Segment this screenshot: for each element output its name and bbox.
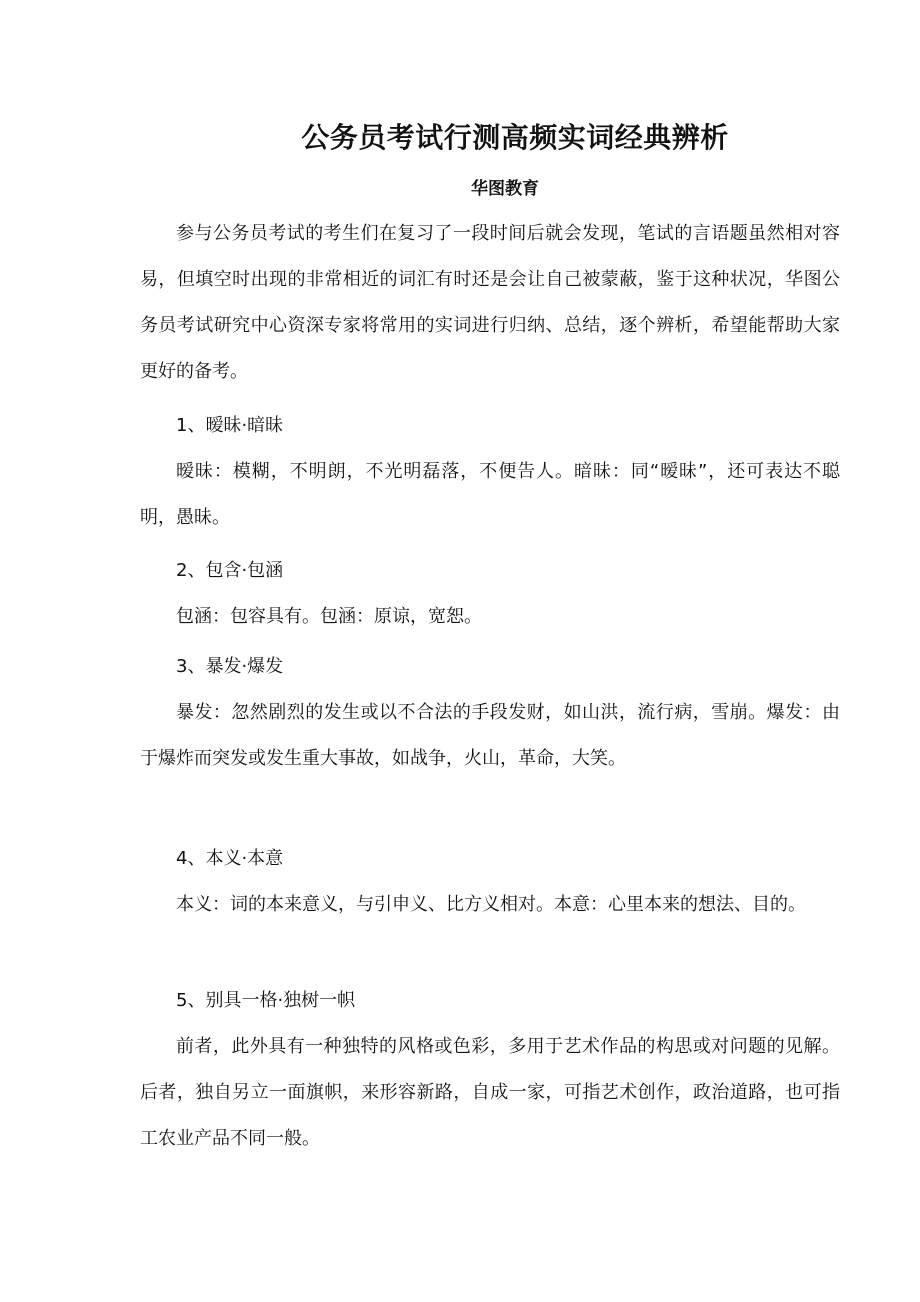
entry-text: 本义：词的本来意义，与引申义、比方义相对。本意：心里本来的想法、目的。 xyxy=(176,894,806,915)
entry-heading: 2、包含·包涵 xyxy=(176,560,284,581)
document-author: 华图教育 xyxy=(471,179,539,199)
entry-3 xyxy=(140,644,840,782)
entry-heading: 3、暴发·爆发 xyxy=(176,656,284,677)
entry-4 xyxy=(140,836,840,928)
entry-heading: 1、暧昧·暗昧 xyxy=(176,415,284,436)
entry-1 xyxy=(140,403,840,541)
entry-text: 暧昧：模糊，不明朗，不光明磊落，不便告人。暗昧：同“暧昧”，还可表达不聪明，愚昧。 xyxy=(140,461,840,528)
entry-heading: 4、本义·本意 xyxy=(176,848,284,869)
document-title: 公务员考试行测高频实词经典辨析 xyxy=(301,121,729,154)
entry-5 xyxy=(140,978,840,1162)
entry-2 xyxy=(140,548,840,640)
intro-paragraph: 参与公务员考试的考生们在复习了一段时间后就会发现，笔试的言语题虽然相对容易，但填空时出现的非常相近的词汇有时还是会让自己被蒙蔽，鉴于这种状况，华图公务员考试研究中心资深专家将常用的实词进行归纳、总结，逐个辨析，希望能帮助大家更好的备考。 xyxy=(140,223,840,382)
entry-heading: 5、别具一格·独树一帜 xyxy=(176,990,356,1011)
intro-block xyxy=(140,211,840,395)
entry-text: 前者，此外具有一种独特的风格或色彩，多用于艺术作品的构思或对问题的见解。后者，独自另立一面旗帜，来形容新路，自成一家，可指艺术创作，政治道路，也可指工农业产品不同一般。 xyxy=(140,1036,840,1149)
entry-text: 暴发：忽然剧烈的发生或以不合法的手段发财，如山洪，流行病，雪崩。爆发：由于爆炸而突发或发生重大事故，如战争，火山，革命，大笑。 xyxy=(140,702,840,769)
entry-text: 包涵：包容具有。包涵：原谅，宽恕。 xyxy=(176,606,482,627)
